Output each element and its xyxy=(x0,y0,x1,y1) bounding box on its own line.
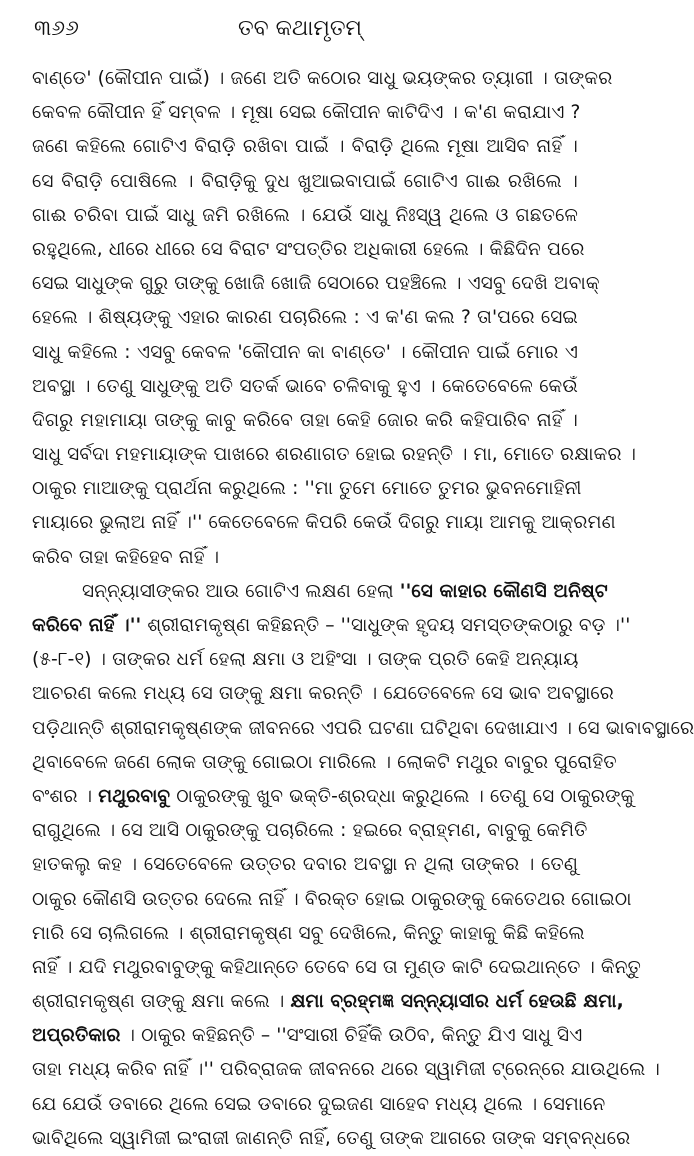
bold-text-segment: କରିବେ ନାହିଁ ।'' xyxy=(32,615,142,636)
text-segment: କରିବ ତାହା କହିହେବ ନାହିଁ । xyxy=(32,546,220,568)
text-line xyxy=(32,62,613,96)
text-line xyxy=(32,643,578,677)
text-line xyxy=(32,130,578,164)
text-line xyxy=(32,814,588,848)
text-line xyxy=(32,712,694,746)
text-line xyxy=(32,370,578,404)
text-line xyxy=(32,746,617,780)
text-line xyxy=(32,199,578,233)
text-line xyxy=(32,404,578,438)
page-number: ୩୬୬ xyxy=(34,16,79,41)
bold-text-segment: ମଥୁରବାବୁ xyxy=(98,785,171,807)
text-segment: ଆଚରଣ କଲେ ମଧ୍ୟ ସେ ତାଙ୍କୁ କ୍ଷମା କରନ୍ତି । ଯେତେବେଳେ ସେ ଭାବ ଅବସ୍ଥାରେ xyxy=(32,683,614,705)
text-segment: ନାହିଁ । ଯଦି ମଥୁରବାବୁଙ୍କୁ କହିଥାନ୍ତେ ତେବେ ସେ ତା ମୁଣ୍ଡ କାଟି ଦେଇଥାନ୍ତେ । କିନ୍ତୁ xyxy=(32,956,642,978)
text-line xyxy=(32,472,582,506)
text-segment: ବଂଶର । xyxy=(32,785,99,807)
text-segment: (୫-୮-୧) । ତାଙ୍କର ଧର୍ମ ହେଲା କ୍ଷମା ଓ ଅହିଂସା । ତାଙ୍କ ପ୍ରତି କେହି ଅନ୍ୟାୟ xyxy=(32,649,579,671)
text-segment: ଶ୍ରୀରାମକୃଷ୍ଣ ତାଙ୍କୁ କ୍ଷମା କଲେ । xyxy=(32,991,291,1013)
text-line xyxy=(32,609,631,643)
text-line xyxy=(32,917,585,951)
text-segment: ରାଗୁଥିଲେ । ସେ ଆସି ଠାକୁରଙ୍କୁ ପଚାରିଲେ : ହଇରେ ବ୍ରାହ୍ମଣ, ବାବୁକୁ କେମିତି xyxy=(32,820,588,842)
text-line xyxy=(32,848,578,882)
text-line xyxy=(32,233,585,267)
text-segment: ମାରି ସେ ଚାଲିଗଲେ । ଶ୍ରୀରାମକୃଷ୍ଣ ସବୁ ଦେଖିଲେ, କିନ୍ତୁ କାହାକୁ କିଛି କହିଲେ xyxy=(32,922,585,944)
body-text xyxy=(32,62,694,1156)
text-segment: ଠାକୁରଙ୍କୁ ଖୁବ ଭକ୍ତି-ଶ୍ରଦ୍ଧା କରୁଥିଲେ । ତେଣୁ ସେ ଠାକୁରଙ୍କୁ xyxy=(170,785,635,807)
text-segment: ବାଣ୍ଡେ' (କୌପୀନ ପାଇଁ) । ଜଣେ ଅତି କଠୋର ସାଧୁ ଭୟଙ୍କର ତ୍ୟାଗୀ । ତାଙ୍କର xyxy=(32,68,613,89)
text-line xyxy=(32,301,578,335)
text-line xyxy=(32,883,632,917)
text-line xyxy=(32,541,578,575)
bold-text-segment: ''ସେ କାହାର କୌଣସି ଅନିଷ୍ଟ xyxy=(399,580,608,602)
text-line xyxy=(32,575,608,609)
text-segment: । ଠାକୁର କହିଛନ୍ତି – ''ସଂସାରୀ ଚିହିଁକି ଉଠିବ, କିନ୍ତୁ ଯିଏ ସାଧୁ ସିଏ xyxy=(120,1025,583,1047)
text-segment: ଅବସ୍ଥା । ତେଣୁ ସାଧୁଙ୍କୁ ଅତି ସତର୍କ ଭାବେ ଚଳିବାକୁ ହୁଏ । କେତେବେଳେ କେଉଁ xyxy=(32,375,578,397)
text-line xyxy=(32,951,642,985)
text-line xyxy=(32,677,614,711)
text-line xyxy=(32,336,578,370)
text-segment: ଦିଗରୁ ମହାମାୟା ତାଙ୍କୁ କାବୁ କରିବେ ତାହା କେହି ଜୋର କରି କହିପାରିବ ନାହିଁ । xyxy=(32,409,578,431)
text-line xyxy=(32,165,578,199)
bold-text-segment: ଅପ୍ରତିକାର xyxy=(32,1025,121,1047)
text-line xyxy=(32,780,635,814)
text-line xyxy=(32,438,637,472)
text-segment: ସନ୍ନ୍ୟାସୀଙ୍କର ଆଉ ଗୋଟିଏ ଲକ୍ଷଣ ହେଲା xyxy=(82,580,400,602)
text-line xyxy=(32,985,624,1019)
text-segment: ସାଧୁ କହିଲେ : ଏସବୁ କେବଳ 'କୌପୀନ କା ବାଣ୍ଡେ' । କୌପୀନ ପାଇଁ ମୋର ଏ xyxy=(32,341,578,363)
page-header xyxy=(0,16,600,56)
running-title: ତବ କଥାମୃତମ୍ xyxy=(237,16,362,41)
text-line xyxy=(32,267,600,301)
text-segment: ଠାକୁର କୌଣସି ଉତ୍ତର ଦେଲେ ନାହିଁ । ବିରକ୍ତ ହୋଇ ଠାକୁରଙ୍କୁ କେତେଥର ଗୋଇଠା xyxy=(32,888,632,910)
text-segment: ଥିବାବେଳେ ଜଣେ ଲୋକ ତାଙ୍କୁ ଗୋଇଠା ମାରିଲେ । ଲୋକଟି ମଥୁର ବାବୁର ପୁରୋହିତ xyxy=(32,751,617,773)
text-line xyxy=(32,1053,660,1087)
text-segment: ସେ ବିରାଡ଼ି ପୋଷିଲେ । ବିରାଡ଼ିକୁ ଦୁଧ ଖୁଆଇବାପାଇଁ ଗୋଟିଏ ଗାଈ ରଖିଲେ । xyxy=(32,170,578,192)
text-line xyxy=(32,1019,583,1053)
text-segment: ଗାଈ ଚରିବା ପାଇଁ ସାଧୁ ଜମି ରଖିଲେ । ଯେଉଁ ସାଧୁ ନିଃସ୍ୱ ଥିଲେ ଓ ଗଛତଳେ xyxy=(32,204,578,226)
text-segment: ଠାକୁର ମାଆଙ୍କୁ ପ୍ରାର୍ଥନା କରୁଥିଲେ : ''ମା ତୁମେ ମୋତେ ତୁମର ଭୁବନମୋହିନୀ xyxy=(32,478,582,500)
text-segment: ଭାବିଥିଲେ ସ୍ୱାମିଜୀ ଇଂରାଜୀ ଜାଣନ୍ତି ନାହିଁ, ତେଣୁ ତାଙ୍କ ଆଗରେ ତାଙ୍କ ସମ୍ବନ୍ଧରେ xyxy=(32,1127,631,1149)
text-segment: କେବଳ କୌପୀନ ହିଁ ସମ୍ବଳ । ମୂଷା ସେଇ କୌପୀନ କାଟିଦିଏ । କ'ଣ କରାଯାଏ ? xyxy=(32,102,581,124)
text-segment: ହେଲେ । ଶିଷ୍ୟଙ୍କୁ ଏହାର କାରଣ ପଚାରିଲେ : ଏ କ'ଣ କଲ ? ତା'ପରେ ସେଇ xyxy=(32,307,578,329)
text-segment: ପଡ଼ିଥାନ୍ତି ଶ୍ରୀରାମକୃଷ୍ଣଙ୍କ ଜୀବନରେ ଏପରି ଘଟଣା ଘଟିଥିବା ଦେଖାଯାଏ । ସେ ଭାବାବସ୍ଥାରେ xyxy=(32,717,694,739)
text-segment: ଜଣେ କହିଲେ ଗୋଟିଏ ବିରାଡ଼ି ରଖିବା ପାଇଁ । ବିରାଡ଼ି ଥିଲେ ମୂଷା ଆସିବ ନାହିଁ । xyxy=(32,136,578,158)
text-line xyxy=(32,506,616,540)
text-segment: ତାହା ମଧ୍ୟ କରିବ ନାହିଁ ।'' ପରିବ୍ରାଜକ ଜୀବନରେ ଥରେ ସ୍ୱାମିଜୀ ଟ୍ରେନ୍‌ରେ ଯାଉଥିଲେ । xyxy=(32,1059,660,1081)
bold-text-segment: କ୍ଷମା ବ୍ରହ୍ମଜ୍ଞ ସନ୍ନ୍ୟାସୀର ଧର୍ମ ହେଉଛି କ୍ଷମା, xyxy=(290,991,624,1013)
text-segment: ହାତକଲୁ କହ । ସେତେବେଳେ ଉତ୍ତର ଦବାର ଅବସ୍ଥା ନ ଥିଲା ତାଙ୍କର । ତେଣୁ xyxy=(32,854,578,876)
text-line xyxy=(32,1122,631,1156)
text-segment: ସାଧୁ ସର୍ବଦା ମହମାୟାଙ୍କ ପାଖରେ ଶରଣାଗତ ହୋଇ ରହନ୍ତି । ମା, ମୋତେ ରକ୍ଷାକର । xyxy=(32,444,637,466)
text-segment: ସେଇ ସାଧୁଙ୍କ ଗୁରୁ ତାଙ୍କୁ ଖୋଜି ଖୋଜି ସେଠାରେ ପହଞ୍ଚିଲେ । ଏସବୁ ଦେଖି ଅବାକ୍ xyxy=(32,273,600,295)
text-line xyxy=(32,96,581,130)
text-segment: ଯେ ଯେଉଁ ଡବାରେ ଥିଲେ ସେଇ ଡବାରେ ଦୁଇଜଣ ସାହେବ ମଧ୍ୟ ଥିଲେ । ସେମାନେ xyxy=(32,1093,606,1115)
text-segment: ରହୁଥିଲେ, ଧୀରେ ଧୀରେ ସେ ବିରାଟ ସଂପତ୍ତିର ଅଧିକାରୀ ହେଲେ । କିଛିଦିନ ପରେ xyxy=(32,238,585,260)
text-segment: ମାୟାରେ ଭୁଲାଅ ନାହିଁ ।'' କେତେବେଳେ କିପରି କେଉଁ ଦିଗରୁ ମାୟା ଆମକୁ ଆକ୍ରମଣ xyxy=(32,512,616,534)
text-segment: ଶ୍ରୀରାମକୃଷ୍ଣ କହିଛନ୍ତି – ''ସାଧୁଙ୍କ ହୃଦୟ ସମସ୍ତଙ୍କଠାରୁ ବଡ଼ ।'' xyxy=(141,615,631,636)
text-line xyxy=(32,1088,606,1122)
